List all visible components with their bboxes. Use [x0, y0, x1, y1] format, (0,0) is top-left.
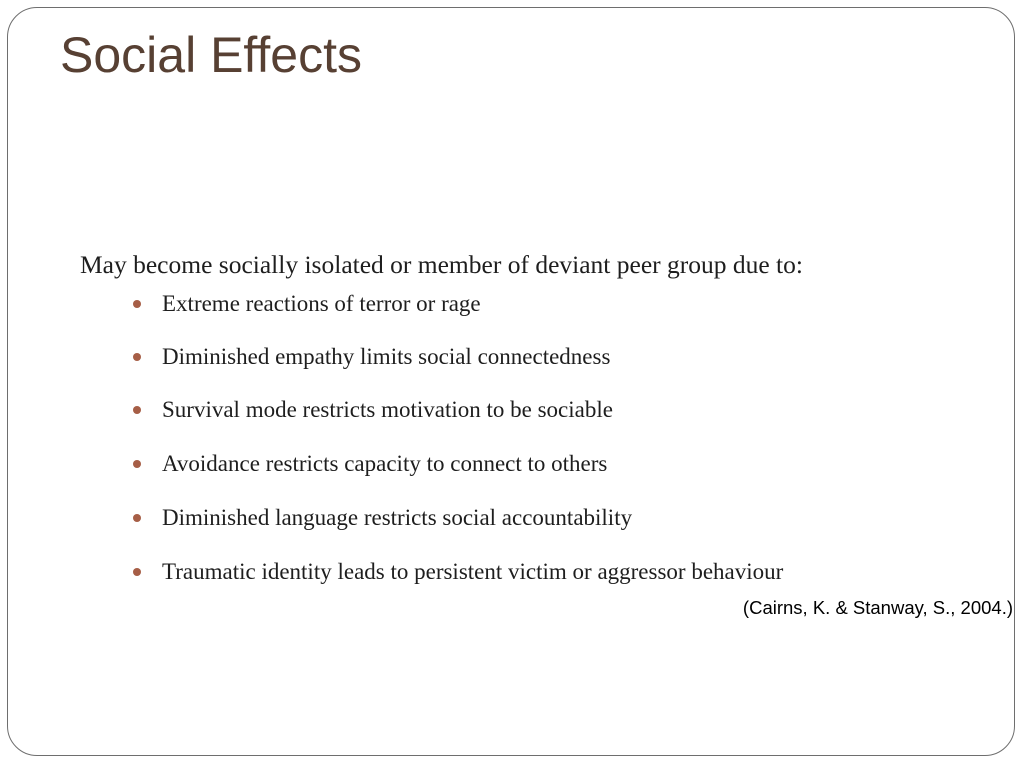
bullet-dot-icon	[133, 568, 141, 576]
slide-frame	[7, 7, 1015, 756]
bullet-text: Avoidance restricts capacity to connect to others	[162, 451, 608, 476]
bullet-dot-icon	[133, 460, 141, 468]
bullet-text: Diminished language restricts social accountability	[162, 505, 633, 530]
bullet-dot-icon	[133, 300, 141, 308]
bullet-dot-icon	[133, 514, 141, 522]
bullet-dot-icon	[133, 353, 141, 361]
bullet-text: Survival mode restricts motivation to be sociable	[162, 397, 613, 422]
citation: (Cairns, K. & Stanway, S., 2004.)	[742, 597, 1013, 618]
intro-text: May become socially isolated or member of deviant peer group due to:	[80, 250, 803, 279]
bullet-text: Extreme reactions of terror or rage	[162, 291, 481, 316]
bullet-text: Diminished empathy limits social connectedness	[162, 344, 611, 369]
bullet-dot-icon	[133, 406, 141, 414]
bullet-text: Traumatic identity leads to persistent victim or aggressor behaviour	[162, 559, 784, 584]
slide-title: Social Effects	[60, 27, 363, 83]
